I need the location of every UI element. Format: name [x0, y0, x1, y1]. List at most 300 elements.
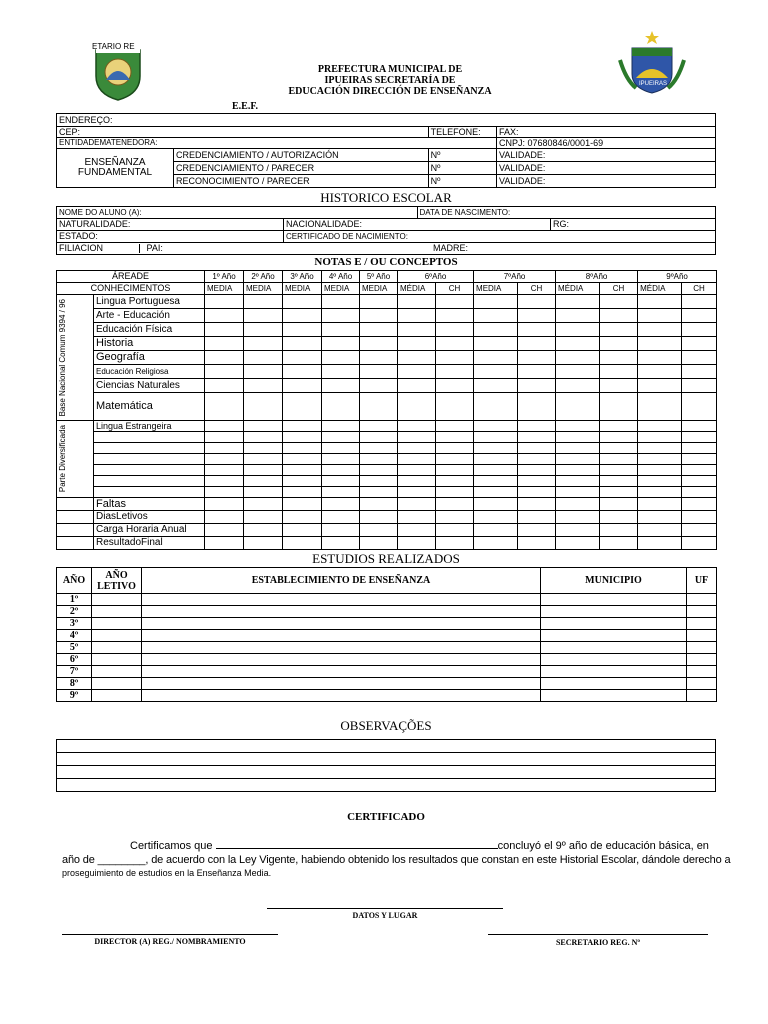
grade-cell[interactable] — [205, 454, 244, 465]
grade-cell[interactable] — [205, 524, 244, 537]
grade-cell[interactable] — [518, 432, 556, 443]
grade-cell[interactable] — [283, 295, 322, 309]
grade-cell[interactable] — [360, 309, 398, 323]
grade-cell[interactable] — [682, 454, 717, 465]
grade-cell[interactable] — [638, 432, 682, 443]
grade-cell[interactable] — [244, 337, 283, 351]
grade-cell[interactable] — [205, 337, 244, 351]
grade-cell[interactable] — [205, 432, 244, 443]
grade-cell[interactable] — [322, 323, 360, 337]
grade-cell[interactable] — [518, 295, 556, 309]
grade-cell[interactable] — [244, 393, 283, 421]
studies-cell[interactable] — [541, 666, 687, 678]
grades-table — [56, 270, 717, 550]
studies-cell[interactable] — [142, 654, 541, 666]
grade-cell[interactable] — [682, 443, 717, 454]
grade-cell[interactable] — [360, 511, 398, 524]
grade-cell[interactable] — [600, 295, 638, 309]
grade-cell[interactable] — [638, 379, 682, 393]
cred-row-1-n: Nº — [428, 149, 496, 162]
grade-cell[interactable] — [518, 476, 556, 487]
grade-cell[interactable] — [360, 443, 398, 454]
grade-cell[interactable] — [638, 309, 682, 323]
grade-cell[interactable] — [244, 465, 283, 476]
grade-cell[interactable] — [556, 487, 600, 498]
grade-cell[interactable] — [556, 476, 600, 487]
grade-cell[interactable] — [360, 351, 398, 365]
grade-cell[interactable] — [205, 498, 244, 511]
grade-cell[interactable] — [474, 337, 518, 351]
studies-cell[interactable] — [142, 678, 541, 690]
grade-cell[interactable] — [244, 295, 283, 309]
grade-cell[interactable] — [436, 465, 474, 476]
grade-cell[interactable] — [474, 443, 518, 454]
grade-cell[interactable] — [436, 476, 474, 487]
grade-cell[interactable] — [436, 443, 474, 454]
grade-cell[interactable] — [600, 524, 638, 537]
studies-cell[interactable] — [687, 630, 717, 642]
grade-cell[interactable] — [205, 379, 244, 393]
grade-cell[interactable] — [398, 443, 436, 454]
grade-cell[interactable] — [682, 432, 717, 443]
studies-cell[interactable] — [687, 678, 717, 690]
grade-cell[interactable] — [556, 365, 600, 379]
grade-cell[interactable] — [518, 487, 556, 498]
grade-cell[interactable] — [322, 443, 360, 454]
grade-cell[interactable] — [682, 295, 717, 309]
rg-cell: RG: — [551, 219, 716, 231]
grade-cell[interactable] — [322, 476, 360, 487]
studies-cell[interactable] — [687, 666, 717, 678]
grade-cell[interactable] — [244, 498, 283, 511]
studies-year: 5º — [57, 642, 92, 654]
grade-cell[interactable] — [322, 524, 360, 537]
grade-cell[interactable] — [398, 498, 436, 511]
grade-cell[interactable] — [474, 295, 518, 309]
grade-cell[interactable] — [360, 537, 398, 550]
studies-cell[interactable] — [92, 678, 142, 690]
grade-cell[interactable] — [682, 537, 717, 550]
grade-cell[interactable] — [436, 393, 474, 421]
grade-cell[interactable] — [398, 393, 436, 421]
grade-cell[interactable] — [638, 498, 682, 511]
grade-cell[interactable] — [398, 351, 436, 365]
grade-cell[interactable] — [360, 337, 398, 351]
grade-cell[interactable] — [283, 511, 322, 524]
grade-cell[interactable] — [600, 454, 638, 465]
grade-cell[interactable] — [600, 323, 638, 337]
grade-cell[interactable] — [322, 295, 360, 309]
grade-cell[interactable] — [436, 309, 474, 323]
grade-cell[interactable] — [205, 465, 244, 476]
grade-cell[interactable] — [600, 393, 638, 421]
studies-cell[interactable] — [541, 678, 687, 690]
grade-cell[interactable] — [322, 498, 360, 511]
grade-cell[interactable] — [283, 465, 322, 476]
grade-cell[interactable] — [436, 511, 474, 524]
grade-cell[interactable] — [436, 432, 474, 443]
grade-cell[interactable] — [244, 454, 283, 465]
grade-cell[interactable] — [600, 487, 638, 498]
grade-cell[interactable] — [205, 511, 244, 524]
grade-cell[interactable] — [518, 337, 556, 351]
studies-cell[interactable] — [92, 654, 142, 666]
grade-cell[interactable] — [322, 454, 360, 465]
grade-cell[interactable] — [398, 432, 436, 443]
grade-cell[interactable] — [436, 379, 474, 393]
grade-cell[interactable] — [244, 365, 283, 379]
grade-cell[interactable] — [518, 524, 556, 537]
studies-cell[interactable] — [687, 654, 717, 666]
grade-cell[interactable] — [205, 487, 244, 498]
studies-cell[interactable] — [92, 606, 142, 618]
studies-cell[interactable] — [541, 606, 687, 618]
grade-cell[interactable] — [398, 323, 436, 337]
grade-cell[interactable] — [436, 487, 474, 498]
grade-cell[interactable] — [360, 421, 398, 432]
grade-cell[interactable] — [322, 421, 360, 432]
grade-cell[interactable] — [474, 498, 518, 511]
grade-cell[interactable] — [205, 476, 244, 487]
grade-cell[interactable] — [283, 432, 322, 443]
grade-cell[interactable] — [638, 421, 682, 432]
grade-cell[interactable] — [322, 537, 360, 550]
grade-cell[interactable] — [638, 524, 682, 537]
grade-cell[interactable] — [283, 443, 322, 454]
studies-cell[interactable] — [541, 642, 687, 654]
grade-cell[interactable] — [244, 537, 283, 550]
grade-cell[interactable] — [205, 323, 244, 337]
grade-cell[interactable] — [600, 476, 638, 487]
grade-cell[interactable] — [205, 393, 244, 421]
grade-cell[interactable] — [398, 337, 436, 351]
grade-cell[interactable] — [556, 379, 600, 393]
grade-cell[interactable] — [682, 487, 717, 498]
grade-cell[interactable] — [436, 295, 474, 309]
studies-cell[interactable] — [142, 606, 541, 618]
subject-row — [57, 476, 717, 487]
grade-cell[interactable] — [283, 379, 322, 393]
certificamos-text: Certificamos que — [130, 840, 216, 852]
col-ano-letivo-2: LETIVO — [97, 580, 136, 592]
grade-cell[interactable] — [283, 337, 322, 351]
grade-cell[interactable] — [436, 498, 474, 511]
grade-cell[interactable] — [556, 537, 600, 550]
grade-cell[interactable] — [205, 295, 244, 309]
historico-title: HISTORICO ESCOLAR — [320, 190, 452, 205]
grade-cell[interactable] — [638, 351, 682, 365]
grade-cell[interactable] — [474, 454, 518, 465]
grade-cell[interactable] — [638, 337, 682, 351]
grade-cell[interactable] — [638, 323, 682, 337]
grade-cell[interactable] — [322, 511, 360, 524]
grade-cell[interactable] — [682, 365, 717, 379]
grade-cell[interactable] — [518, 365, 556, 379]
grade-cell[interactable] — [322, 379, 360, 393]
grade-cell[interactable] — [360, 365, 398, 379]
grade-cell[interactable] — [638, 487, 682, 498]
grade-cell[interactable] — [600, 351, 638, 365]
studies-cell[interactable] — [687, 618, 717, 630]
grade-cell[interactable] — [556, 498, 600, 511]
grade-cell[interactable] — [244, 379, 283, 393]
studies-cell[interactable] — [92, 690, 142, 702]
grade-cell[interactable] — [283, 537, 322, 550]
grade-cell[interactable] — [205, 537, 244, 550]
grade-cell[interactable] — [682, 393, 717, 421]
grade-cell[interactable] — [682, 309, 717, 323]
grade-cell[interactable] — [283, 323, 322, 337]
grade-cell[interactable] — [600, 379, 638, 393]
grade-cell[interactable] — [283, 365, 322, 379]
grade-cell[interactable] — [518, 351, 556, 365]
grade-cell[interactable] — [556, 454, 600, 465]
grade-cell[interactable] — [244, 309, 283, 323]
grade-cell[interactable] — [398, 454, 436, 465]
grade-cell[interactable] — [556, 511, 600, 524]
grade-cell[interactable] — [436, 323, 474, 337]
grade-cell[interactable] — [638, 465, 682, 476]
grade-cell[interactable] — [205, 443, 244, 454]
grade-cell[interactable] — [474, 487, 518, 498]
grade-cell[interactable] — [682, 421, 717, 432]
grade-cell[interactable] — [244, 476, 283, 487]
grade-cell[interactable] — [398, 365, 436, 379]
grade-cell[interactable] — [638, 365, 682, 379]
grade-cell[interactable] — [600, 365, 638, 379]
grade-cell[interactable] — [360, 379, 398, 393]
grade-cell[interactable] — [205, 351, 244, 365]
grade-cell[interactable] — [283, 393, 322, 421]
grade-cell[interactable] — [474, 421, 518, 432]
grade-cell[interactable] — [556, 351, 600, 365]
grade-cell[interactable] — [322, 309, 360, 323]
grade-cell[interactable] — [682, 476, 717, 487]
grade-cell[interactable] — [398, 309, 436, 323]
studies-cell[interactable] — [142, 594, 541, 606]
studies-cell[interactable] — [541, 594, 687, 606]
year-5-header: 5º Año — [360, 271, 398, 283]
studies-cell[interactable] — [92, 618, 142, 630]
studies-cell[interactable] — [541, 690, 687, 702]
grade-cell[interactable] — [322, 432, 360, 443]
grade-cell[interactable] — [556, 443, 600, 454]
grade-cell[interactable] — [474, 351, 518, 365]
grade-cell[interactable] — [556, 421, 600, 432]
grade-cell[interactable] — [474, 323, 518, 337]
grade-cell[interactable] — [360, 476, 398, 487]
grade-cell[interactable] — [205, 421, 244, 432]
grade-cell[interactable] — [398, 465, 436, 476]
student-name-blank[interactable] — [216, 848, 498, 849]
grade-cell[interactable] — [682, 351, 717, 365]
grade-cell[interactable] — [682, 524, 717, 537]
grade-cell[interactable] — [360, 524, 398, 537]
grade-cell[interactable] — [398, 295, 436, 309]
grade-cell[interactable] — [518, 309, 556, 323]
grade-cell[interactable] — [556, 465, 600, 476]
grade-cell[interactable] — [398, 487, 436, 498]
grade-cell[interactable] — [682, 379, 717, 393]
grade-cell[interactable] — [682, 511, 717, 524]
grade-cell[interactable] — [398, 421, 436, 432]
grade-cell[interactable] — [283, 309, 322, 323]
studies-cell[interactable] — [541, 654, 687, 666]
grade-cell[interactable] — [638, 295, 682, 309]
cred-row-3-n: Nº — [428, 175, 496, 188]
grade-cell[interactable] — [322, 487, 360, 498]
grade-cell[interactable] — [244, 511, 283, 524]
grade-cell[interactable] — [474, 379, 518, 393]
grade-cell[interactable] — [556, 432, 600, 443]
studies-cell[interactable] — [541, 630, 687, 642]
director-signature-line[interactable] — [62, 934, 278, 935]
studies-cell[interactable] — [687, 642, 717, 654]
grade-cell[interactable] — [600, 443, 638, 454]
grade-cell[interactable] — [436, 351, 474, 365]
grade-cell[interactable] — [398, 476, 436, 487]
grade-cell[interactable] — [244, 432, 283, 443]
grade-cell[interactable] — [436, 524, 474, 537]
grade-cell[interactable] — [600, 337, 638, 351]
grade-cell[interactable] — [638, 511, 682, 524]
grade-cell[interactable] — [360, 465, 398, 476]
grade-cell[interactable] — [360, 393, 398, 421]
grade-cell[interactable] — [283, 476, 322, 487]
grade-cell[interactable] — [682, 465, 717, 476]
grade-cell[interactable] — [398, 524, 436, 537]
studies-cell[interactable] — [687, 690, 717, 702]
grade-cell[interactable] — [244, 351, 283, 365]
secretario-signature-line[interactable] — [488, 934, 708, 935]
grade-cell[interactable] — [638, 476, 682, 487]
grade-cell[interactable] — [556, 337, 600, 351]
grade-cell[interactable] — [518, 537, 556, 550]
grade-cell[interactable] — [205, 365, 244, 379]
grade-cell[interactable] — [244, 323, 283, 337]
studies-cell[interactable] — [541, 618, 687, 630]
grade-cell[interactable] — [474, 511, 518, 524]
grade-cell[interactable] — [556, 309, 600, 323]
grade-cell[interactable] — [436, 365, 474, 379]
grade-cell[interactable] — [322, 351, 360, 365]
grade-cell[interactable] — [360, 487, 398, 498]
grade-cell[interactable] — [244, 487, 283, 498]
grade-cell[interactable] — [682, 323, 717, 337]
grade-cell[interactable] — [556, 295, 600, 309]
grade-cell[interactable] — [682, 337, 717, 351]
studies-cell[interactable] — [142, 666, 541, 678]
grade-cell[interactable] — [600, 309, 638, 323]
grade-cell[interactable] — [283, 421, 322, 432]
grade-cell[interactable] — [360, 295, 398, 309]
grade-cell[interactable] — [682, 498, 717, 511]
grade-cell[interactable] — [436, 421, 474, 432]
grade-cell[interactable] — [360, 323, 398, 337]
grade-cell[interactable] — [518, 454, 556, 465]
grade-cell[interactable] — [474, 476, 518, 487]
media-header: MÉDIA — [398, 283, 436, 295]
grade-cell[interactable] — [600, 421, 638, 432]
studies-cell[interactable] — [92, 642, 142, 654]
grade-cell[interactable] — [322, 465, 360, 476]
grade-cell[interactable] — [474, 393, 518, 421]
grade-cell[interactable] — [398, 379, 436, 393]
grade-cell[interactable] — [474, 432, 518, 443]
grade-cell[interactable] — [436, 537, 474, 550]
studies-cell[interactable] — [687, 606, 717, 618]
grade-cell[interactable] — [283, 454, 322, 465]
grade-cell[interactable] — [244, 443, 283, 454]
grade-cell[interactable] — [474, 365, 518, 379]
grade-cell[interactable] — [360, 498, 398, 511]
grade-cell[interactable] — [518, 511, 556, 524]
grade-cell[interactable] — [474, 537, 518, 550]
grade-cell[interactable] — [600, 537, 638, 550]
grade-cell[interactable] — [518, 421, 556, 432]
studies-cell[interactable] — [687, 594, 717, 606]
grade-cell[interactable] — [244, 524, 283, 537]
grade-cell[interactable] — [638, 454, 682, 465]
grade-cell[interactable] — [556, 393, 600, 421]
grade-cell[interactable] — [360, 454, 398, 465]
grade-cell[interactable] — [474, 524, 518, 537]
grade-cell[interactable] — [360, 432, 398, 443]
grade-cell[interactable] — [244, 421, 283, 432]
grade-cell[interactable] — [600, 498, 638, 511]
studies-cell[interactable] — [142, 642, 541, 654]
grade-cell[interactable] — [518, 498, 556, 511]
grade-cell[interactable] — [600, 432, 638, 443]
year-9-header: 9ºAño — [638, 271, 717, 283]
grade-cell[interactable] — [398, 511, 436, 524]
grade-cell[interactable] — [518, 393, 556, 421]
grade-cell[interactable] — [283, 351, 322, 365]
grade-cell[interactable] — [638, 537, 682, 550]
studies-cell[interactable] — [142, 618, 541, 630]
studies-cell[interactable] — [92, 630, 142, 642]
grade-cell[interactable] — [518, 443, 556, 454]
grade-cell[interactable] — [600, 511, 638, 524]
grade-cell[interactable] — [518, 379, 556, 393]
grade-cell[interactable] — [638, 443, 682, 454]
grade-cell[interactable] — [518, 323, 556, 337]
grade-cell[interactable] — [283, 498, 322, 511]
studies-cell[interactable] — [92, 666, 142, 678]
grade-cell[interactable] — [283, 487, 322, 498]
grade-cell[interactable] — [436, 337, 474, 351]
grade-cell[interactable] — [556, 323, 600, 337]
grade-cell[interactable] — [474, 309, 518, 323]
datos-signature-line[interactable] — [267, 908, 503, 909]
grade-cell[interactable] — [322, 393, 360, 421]
studies-cell[interactable] — [92, 594, 142, 606]
grade-cell[interactable] — [556, 524, 600, 537]
grade-cell[interactable] — [600, 465, 638, 476]
grade-cell[interactable] — [518, 465, 556, 476]
studies-cell[interactable] — [142, 630, 541, 642]
grade-cell[interactable] — [638, 393, 682, 421]
grade-cell[interactable] — [283, 524, 322, 537]
grade-cell[interactable] — [474, 465, 518, 476]
studies-cell[interactable] — [142, 690, 541, 702]
grade-cell[interactable] — [436, 454, 474, 465]
grade-cell[interactable] — [398, 537, 436, 550]
grade-cell[interactable] — [205, 309, 244, 323]
grade-cell[interactable] — [322, 337, 360, 351]
grade-cell[interactable] — [322, 365, 360, 379]
fax-cell: FAX: — [497, 127, 716, 138]
